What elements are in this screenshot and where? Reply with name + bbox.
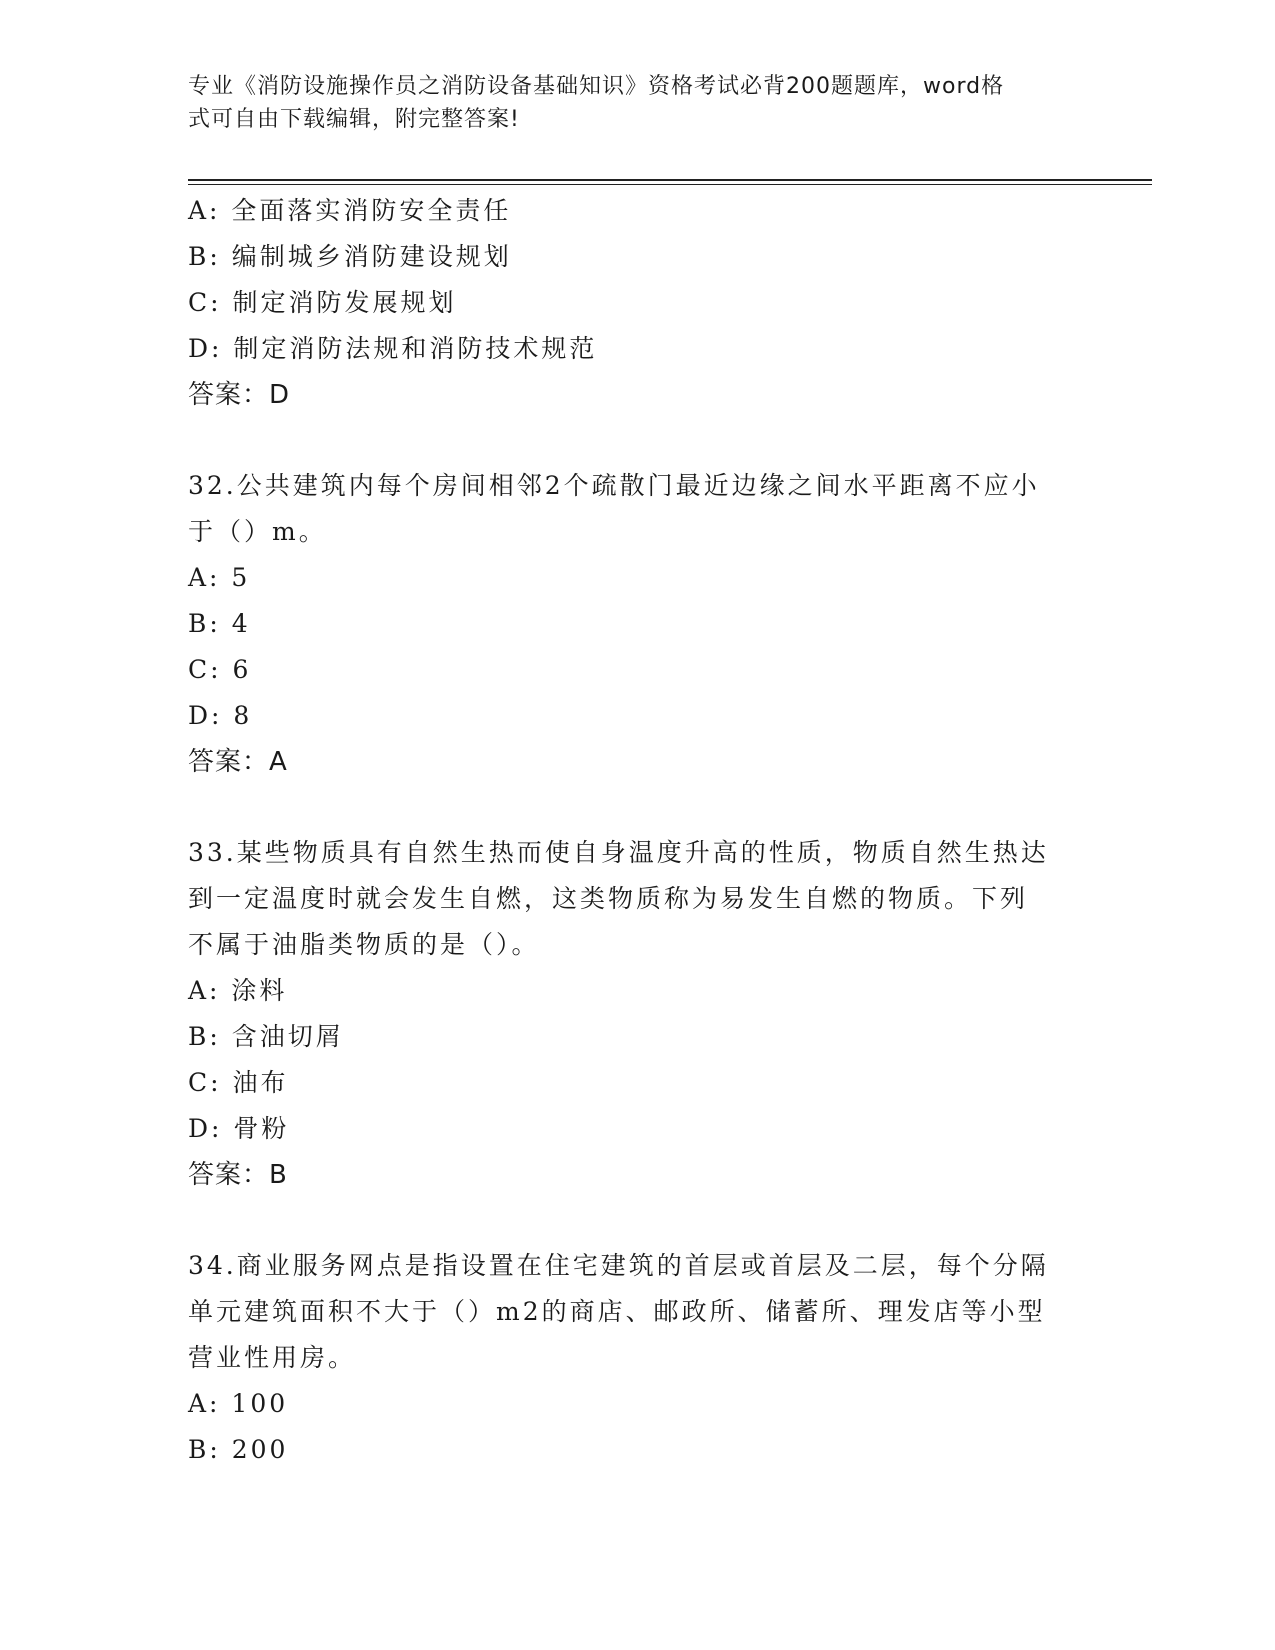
question-text-line: 到一定温度时就会发生自燃，这类物质称为易发生自燃的物质。下列 (188, 884, 1029, 913)
question-list (188, 188, 1078, 1473)
option-a: A: 100 (188, 1389, 289, 1418)
option-d: D: 骨粉 (188, 1114, 290, 1143)
option-a: A: 5 (188, 563, 251, 592)
question-text-line: 于（）m。 (188, 517, 327, 546)
answer: 答案：D (188, 380, 291, 410)
option-c: C: 6 (188, 655, 252, 684)
option-a: A: 涂料 (188, 976, 288, 1005)
option-d: D: 制定消防法规和消防技术规范 (188, 334, 598, 363)
question-text-line: 33.某些物质具有自然生热而使自身温度升高的性质，物质自然生热达 (188, 838, 1049, 867)
option-b: B: 含油切屑 (188, 1022, 344, 1051)
question-33 (188, 830, 1078, 1198)
question-text-line: 34.商业服务网点是指设置在住宅建筑的首层或首层及二层，每个分隔 (188, 1251, 1049, 1280)
header-rule-thin (188, 184, 1152, 185)
question-text-line: 单元建筑面积不大于（）m2的商店、邮政所、储蓄所、理发店等小型 (188, 1297, 1046, 1326)
option-b: B: 200 (188, 1435, 289, 1464)
header-line-1: 专业《消防设施操作员之消防设备基础知识》资格考试必背200题题库，word格 (188, 74, 1005, 99)
answer: 答案：B (188, 1160, 288, 1190)
question-text-line: 营业性用房。 (188, 1343, 357, 1372)
option-a: A: 全面落实消防安全责任 (188, 196, 512, 225)
question-text-line: 不属于油脂类物质的是（）。 (188, 930, 540, 959)
question-32 (188, 463, 1078, 785)
header-rule-thick (188, 179, 1152, 181)
answer: 答案：A (188, 747, 288, 777)
option-c: C: 制定消防发展规划 (188, 288, 457, 317)
option-b: B: 编制城乡消防建设规划 (188, 242, 512, 271)
option-d: D: 8 (188, 701, 253, 730)
question-text-line: 32.公共建筑内每个房间相邻2个疏散门最近边缘之间水平距离不应小 (188, 471, 1040, 500)
option-b: B: 4 (188, 609, 251, 638)
document-header (188, 70, 1068, 136)
question-34 (188, 1243, 1078, 1473)
question-31-tail (188, 188, 1078, 418)
header-line-2: 式可自由下载编辑，附完整答案! (188, 107, 520, 132)
option-c: C: 油布 (188, 1068, 289, 1097)
